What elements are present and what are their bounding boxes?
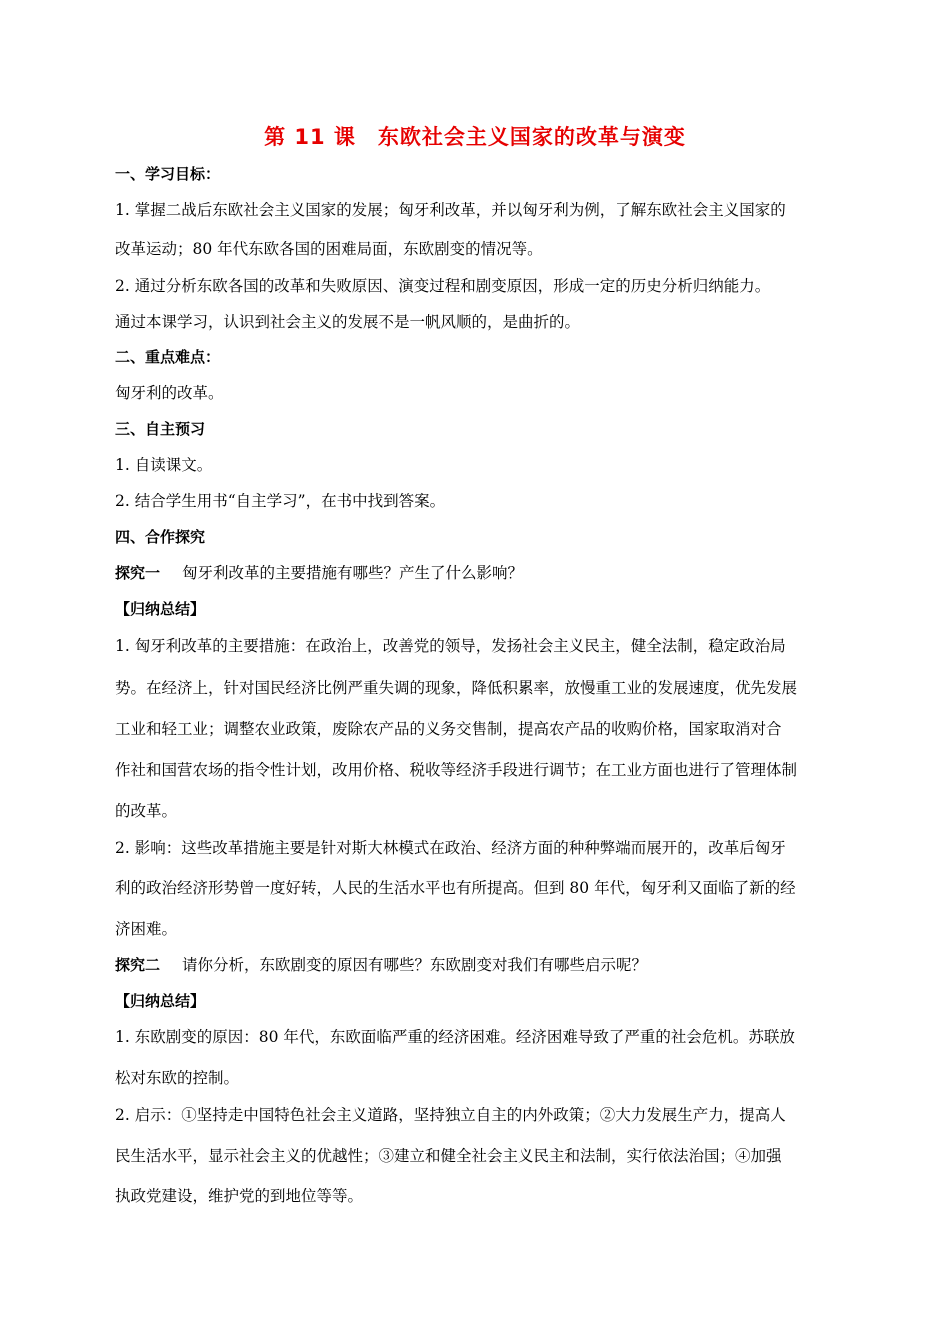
goals-heading: 一、学习目标： — [115, 165, 221, 183]
preview-line-2: 2. 结合学生用书“自主学习”，在书中找到答案。 — [115, 492, 446, 510]
inquiry1-line-8: 济困难。 — [115, 920, 178, 938]
inquiry1-line-1: 1. 匈牙利改革的主要措施：在政治上，改善党的领导，发扬社会主义民主，健全法制，稳定政治局 — [115, 637, 786, 655]
inquiry1-label: 探究一 — [115, 564, 161, 582]
inquiry1-line-2: 势。在经济上，针对国民经济比例严重失调的现象，降低积累率，放慢重工业的发展速度，优先发展 — [115, 679, 798, 697]
key-points-heading: 二、重点难点： — [115, 348, 221, 366]
inquiry2-line-4: 民生活水平，显示社会主义的优越性；③建立和健全社会主义民主和法制，实行依法治国；④加强 — [115, 1147, 782, 1165]
inquiry1-line-3: 工业和轻工业；调整农业政策，废除农产品的义务交售制，提高农产品的收购价格，国家取消对合 — [115, 720, 782, 738]
inquiry2-line-1: 1. 东欧剧变的原因：80 年代，东欧面临严重的经济困难。经济困难导致了严重的社会危机。苏联放 — [115, 1028, 795, 1046]
inquiry1-line-4: 作社和国营农场的指令性计划，改用价格、税收等经济手段进行调节；在工业方面也进行了管理体制 — [115, 761, 798, 779]
inquiry1-question: 匈牙利改革的主要措施有哪些？产生了什么影响？ — [182, 564, 524, 582]
inquiry2-line-5: 执政党建设，维护党的到地位等等。 — [115, 1187, 364, 1205]
inquiry2-label: 探究二 — [115, 956, 161, 974]
explore-heading: 四、合作探究 — [115, 528, 206, 546]
key-points-line-1: 匈牙利的改革。 — [115, 384, 224, 402]
inquiry2-line-3: 2. 启示：①坚持走中国特色社会主义道路，坚持独立自主的内外政策；②大力发展生产力，提高人 — [115, 1106, 786, 1124]
goals-line-4: 通过本课学习，认识到社会主义的发展不是一帆风顺的，是曲折的。 — [115, 313, 581, 331]
inquiry2-question: 请你分析，东欧剧变的原因有哪些？东欧剧变对我们有哪些启示呢？ — [182, 956, 648, 974]
inquiry2-summary-heading: 【归纳总结】 — [115, 992, 206, 1010]
preview-heading: 三、自主预习 — [115, 420, 206, 438]
preview-line-1: 1. 自读课文。 — [115, 456, 213, 474]
inquiry1-line-7: 利的政治经济形势曾一度好转，人民的生活水平也有所提高。但到 80 年代，匈牙利又面临了新的经 — [115, 879, 796, 897]
inquiry1-line-5: 的改革。 — [115, 802, 178, 820]
goals-line-3: 2. 通过分析东欧各国的改革和失败原因、演变过程和剧变原因，形成一定的历史分析归纳能力。 — [115, 277, 771, 295]
inquiry1-summary-heading: 【归纳总结】 — [115, 600, 206, 618]
goals-line-1: 1. 掌握二战后东欧社会主义国家的发展；匈牙利改革，并以匈牙利为例，了解东欧社会主义国家的 — [115, 201, 786, 219]
lesson-title: 第 11 课 东欧社会主义国家的改革与演变 — [264, 125, 686, 149]
inquiry1-line-6: 2. 影响：这些改革措施主要是针对斯大林模式在政治、经济方面的种种弊端而展开的，改革后匈牙 — [115, 839, 786, 857]
inquiry2-line-2: 松对东欧的控制。 — [115, 1069, 240, 1087]
inquiry2-row — [115, 955, 647, 975]
goals-line-2: 改革运动；80 年代东欧各国的困难局面，东欧剧变的情况等。 — [115, 240, 543, 258]
inquiry1-row — [115, 563, 523, 583]
